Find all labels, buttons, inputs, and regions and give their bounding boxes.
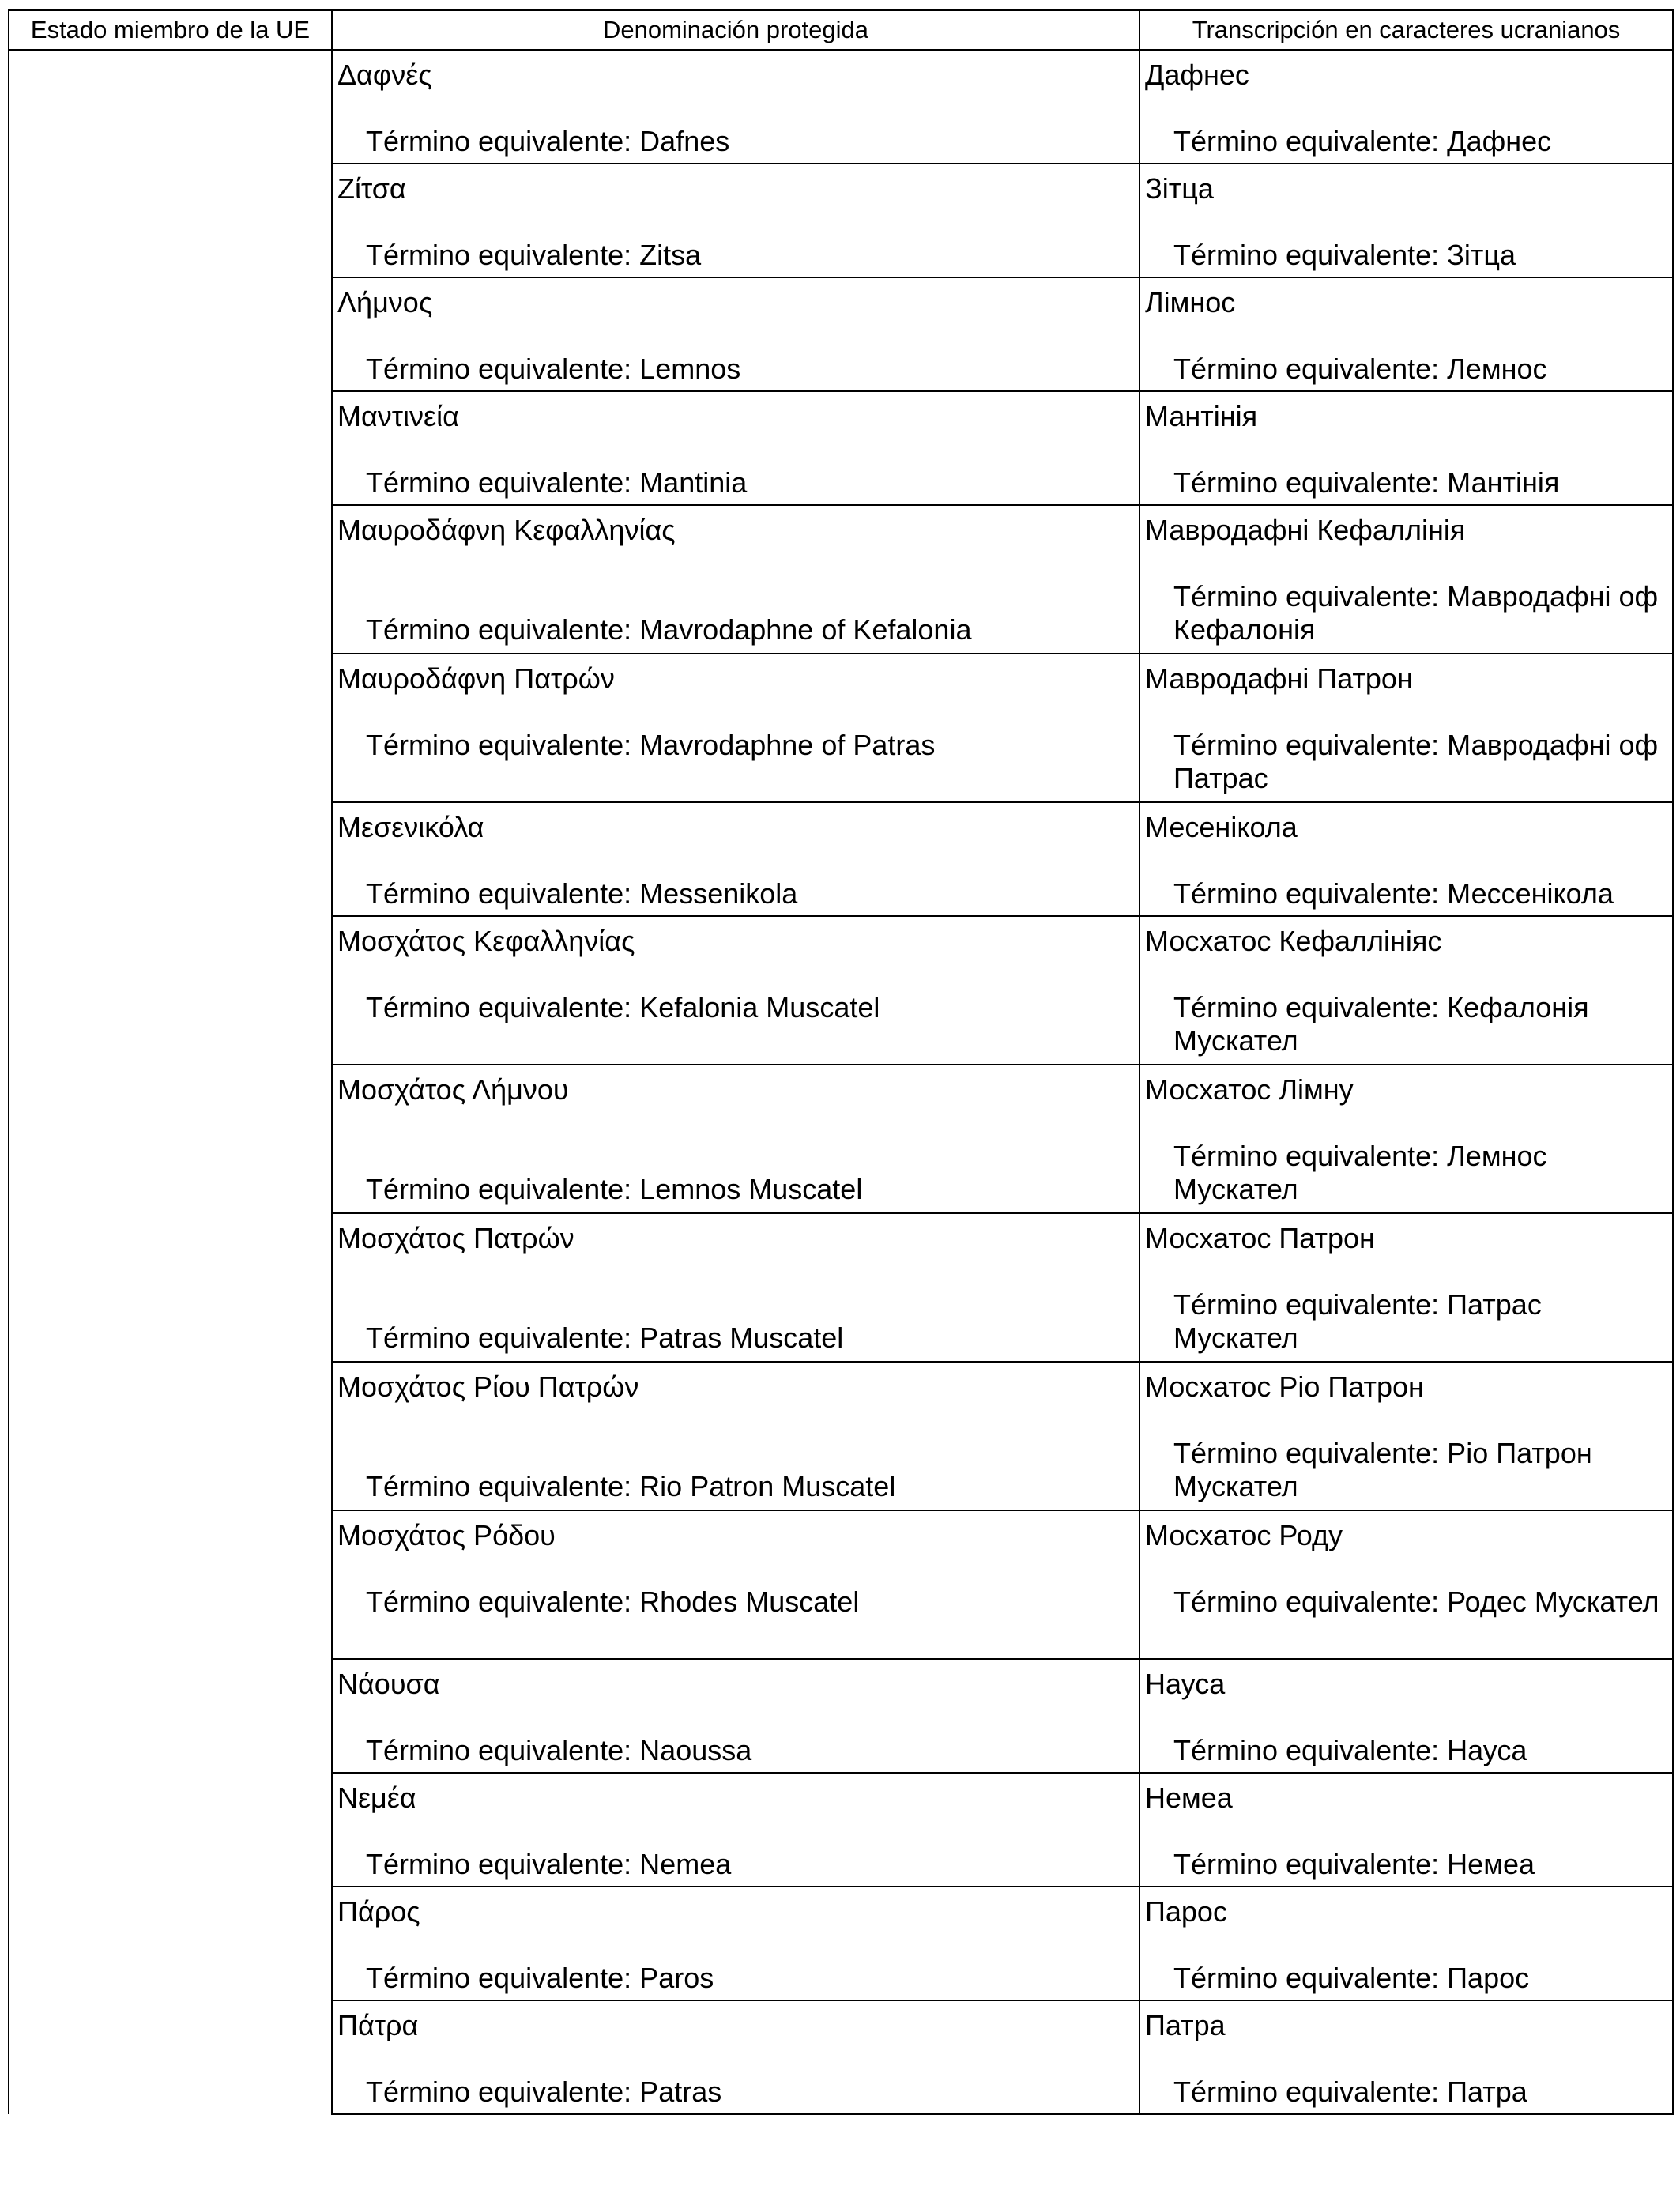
transcription-cell: [1139, 391, 1673, 505]
denomination-equivalent: Término equivalente: Mantinia: [366, 466, 748, 499]
transcription-equivalent: Término equivalente: Родес Мускател: [1173, 1585, 1659, 1618]
denomination-equivalent: Término equivalente: Rhodes Muscatel: [366, 1585, 860, 1618]
denomination-equivalent: Término equivalente: Nemea: [366, 1848, 732, 1880]
transcription-cell: [1139, 1213, 1673, 1362]
header-state: Estado miembro de la UE: [9, 10, 332, 50]
denomination-name: Ζίτσα: [337, 172, 406, 205]
transcription-equivalent: Término equivalente: Патрас Мускател: [1173, 1288, 1542, 1354]
transcription-cell: [1139, 916, 1673, 1065]
denomination-cell: [332, 277, 1139, 391]
denomination-cell: [332, 1213, 1139, 1362]
transcription-equivalent: Término equivalente: Мессенікола: [1173, 877, 1614, 910]
transcription-name: Патра: [1145, 2009, 1226, 2041]
transcription-cell: [1139, 1887, 1673, 2000]
table-row: [9, 50, 1673, 164]
denomination-name: Μοσχάτος Ρόδου: [337, 1519, 556, 1551]
denomination-equivalent: Término equivalente: Naoussa: [366, 1734, 752, 1766]
transcription-name: Зітца: [1145, 172, 1214, 205]
transcription-equivalent: Término equivalente: Мавродафні оф Патрас: [1173, 729, 1659, 794]
transcription-cell: [1139, 277, 1673, 391]
denomination-equivalent: Término equivalente: Dafnes: [366, 125, 730, 157]
denomination-name: Μαντινεία: [337, 400, 459, 432]
denomination-equivalent: Término equivalente: Lemnos Muscatel: [366, 1173, 863, 1205]
denomination-name: Λήμνος: [337, 286, 433, 319]
transcription-cell: [1139, 1773, 1673, 1887]
denomination-cell: [332, 1065, 1139, 1213]
transcription-equivalent: Término equivalente: Немеа: [1173, 1848, 1535, 1880]
denomination-name: Μαυροδάφνη Κεφαλληνίας: [337, 514, 676, 546]
transcription-cell: [1139, 1659, 1673, 1773]
denomination-name: Μαυροδάφνη Πατρών: [337, 662, 615, 695]
denomination-name: Μοσχάτος Ρίου Πατρών: [337, 1370, 639, 1403]
transcription-name: Дафнес: [1145, 58, 1249, 91]
transcription-name: Месенікола: [1145, 811, 1298, 843]
denomination-cell: [332, 1510, 1139, 1659]
transcription-equivalent: Término equivalente: Науса: [1173, 1734, 1527, 1766]
denomination-cell: [332, 802, 1139, 916]
denomination-name: Νάουσα: [337, 1668, 440, 1700]
denomination-name: Πάτρα: [337, 2009, 419, 2041]
transcription-equivalent: Término equivalente: Ріо Патрон Мускател: [1173, 1437, 1592, 1502]
transcription-name: Мосхатос Ріо Патрон: [1145, 1370, 1424, 1403]
transcription-cell: [1139, 1510, 1673, 1659]
transcription-name: Парос: [1145, 1895, 1227, 1928]
denomination-equivalent: Término equivalente: Rio Patron Muscatel: [366, 1470, 896, 1502]
denomination-name: Δαφνές: [337, 58, 432, 91]
transcription-equivalent: Término equivalente: Зітца: [1173, 239, 1516, 271]
transcription-cell: [1139, 164, 1673, 277]
denomination-name: Πάρος: [337, 1895, 420, 1928]
denomination-cell: [332, 654, 1139, 802]
denomination-equivalent: Término equivalente: Kefalonia Muscatel: [366, 991, 880, 1023]
transcription-equivalent: Término equivalente: Парос: [1173, 1962, 1530, 1994]
transcription-name: Лімнос: [1145, 286, 1236, 319]
denomination-name: Μεσενικόλα: [337, 811, 484, 843]
transcription-name: Мавродафні Патрон: [1145, 662, 1413, 695]
denomination-equivalent: Término equivalente: Mavrodaphne of Patras: [366, 729, 936, 761]
denomination-cell: [332, 1659, 1139, 1773]
transcription-name: Мосхатос Кефаллініяс: [1145, 925, 1442, 957]
denomination-name: Μοσχάτος Κεφαλληνίας: [337, 925, 635, 957]
transcription-cell: [1139, 802, 1673, 916]
denomination-equivalent: Término equivalente: Mavrodaphne of Kefalonia: [366, 613, 972, 646]
denomination-cell: [332, 2000, 1139, 2114]
denomination-name: Μοσχάτος Λήμνου: [337, 1073, 569, 1106]
denomination-cell: [332, 1362, 1139, 1510]
denomination-name: Νεμέα: [337, 1781, 416, 1814]
table-header-row: [9, 10, 1673, 50]
denomination-equivalent: Término equivalente: Patras: [366, 2075, 722, 2108]
transcription-cell: [1139, 1065, 1673, 1213]
header-transcription: Transcripción en caracteres ucranianos: [1139, 10, 1673, 50]
denomination-cell: [332, 164, 1139, 277]
transcription-name: Мосхатос Роду: [1145, 1519, 1343, 1551]
transcription-equivalent: Término equivalente: Дафнес: [1173, 125, 1552, 157]
transcription-name: Науса: [1145, 1668, 1226, 1700]
denomination-name: Μοσχάτος Πατρών: [337, 1222, 574, 1254]
transcription-cell: [1139, 1362, 1673, 1510]
transcription-equivalent: Término equivalente: Лемнос: [1173, 352, 1547, 385]
transcription-cell: [1139, 2000, 1673, 2114]
denomination-cell: [332, 50, 1139, 164]
denomination-cell: [332, 1773, 1139, 1887]
denomination-equivalent: Término equivalente: Messenikola: [366, 877, 798, 910]
denomination-equivalent: Término equivalente: Patras Muscatel: [366, 1321, 844, 1354]
transcription-cell: [1139, 505, 1673, 654]
denomination-equivalent: Término equivalente: Lemnos: [366, 352, 741, 385]
transcription-equivalent: Término equivalente: Кефалонія Мускател: [1173, 991, 1589, 1057]
denomination-cell: [332, 505, 1139, 654]
transcription-name: Мантінія: [1145, 400, 1258, 432]
denomination-cell: [332, 916, 1139, 1065]
transcription-equivalent: Término equivalente: Мавродафні оф Кефалонія: [1173, 580, 1659, 646]
transcription-name: Мосхатос Лімну: [1145, 1073, 1354, 1106]
denomination-equivalent: Término equivalente: Zitsa: [366, 239, 702, 271]
denomination-cell: [332, 391, 1139, 505]
transcription-name: Мавродафні Кефаллінія: [1145, 514, 1466, 546]
transcription-equivalent: Término equivalente: Лемнос Мускател: [1173, 1140, 1547, 1205]
transcription-equivalent: Término equivalente: Мантінія: [1173, 466, 1560, 499]
denominations-table: [8, 9, 1674, 2115]
denomination-cell: [332, 1887, 1139, 2000]
state-cell: [9, 50, 332, 2114]
transcription-name: Немеа: [1145, 1781, 1233, 1814]
transcription-name: Мосхатос Патрон: [1145, 1222, 1375, 1254]
header-denomination: Denominación protegida: [332, 10, 1139, 50]
transcription-cell: [1139, 50, 1673, 164]
transcription-equivalent: Término equivalente: Патра: [1173, 2075, 1527, 2108]
transcription-cell: [1139, 654, 1673, 802]
denomination-equivalent: Término equivalente: Paros: [366, 1962, 714, 1994]
